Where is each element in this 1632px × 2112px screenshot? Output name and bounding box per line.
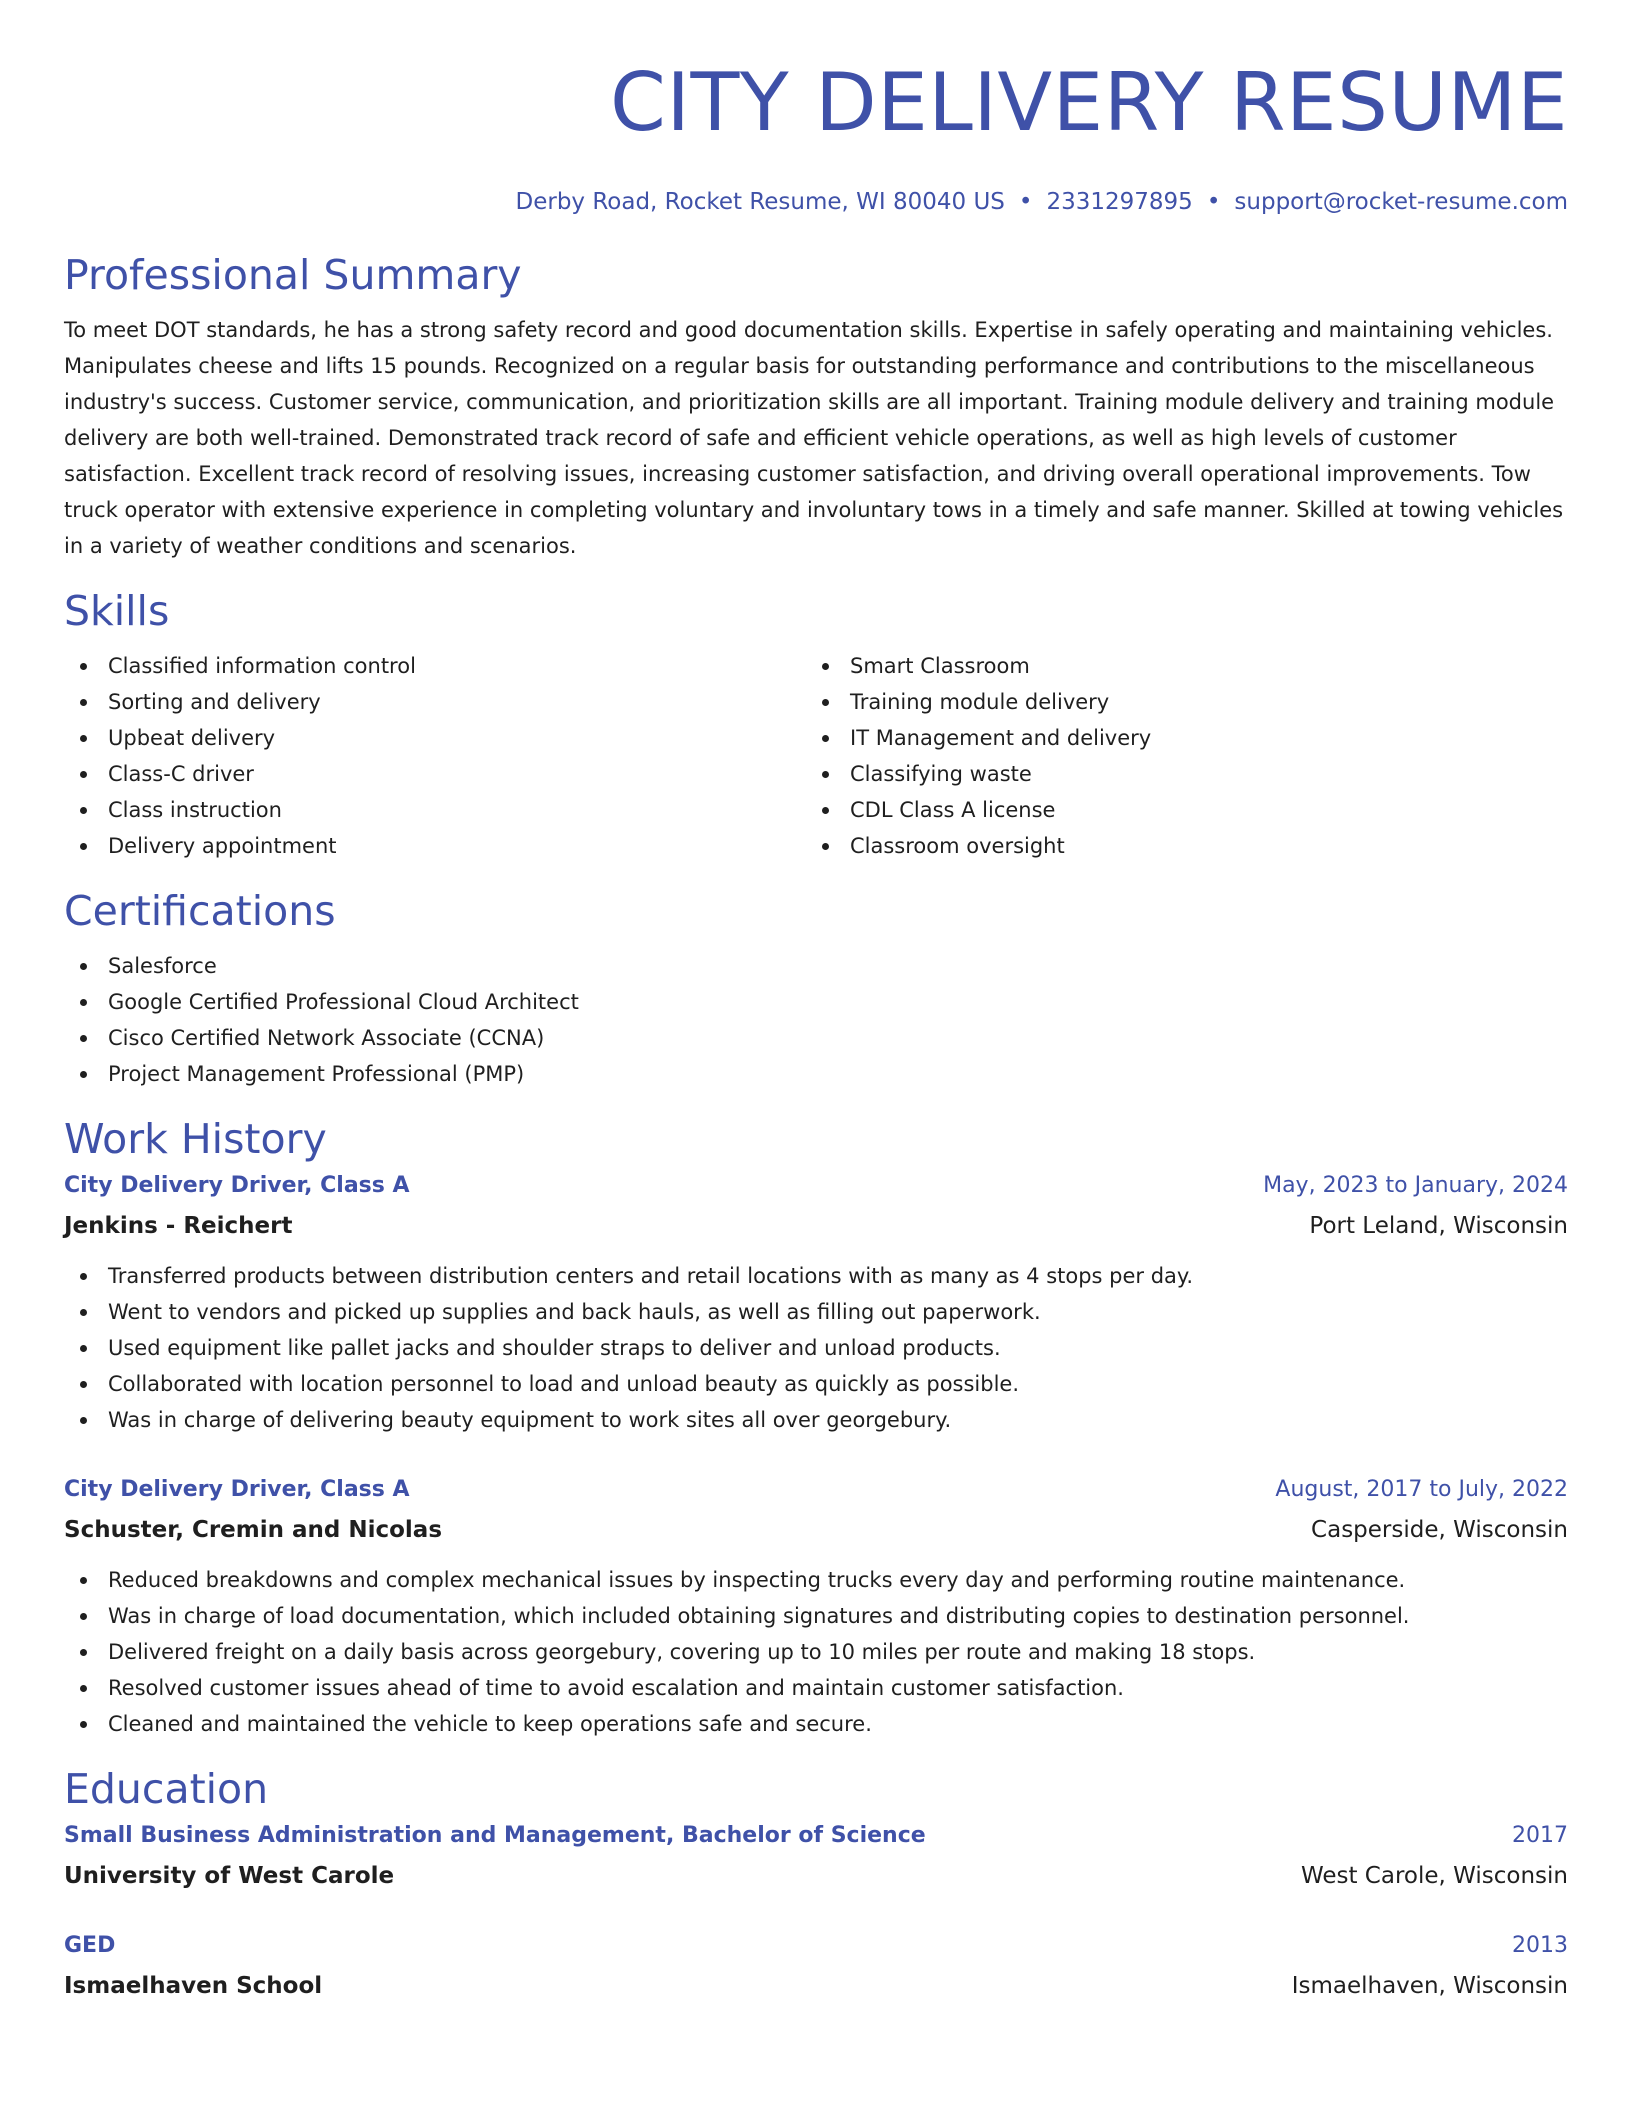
job-dates: May, 2023 to January, 2024	[1263, 1173, 1568, 1198]
education-location: Ismaelhaven, Wisconsin	[1291, 1973, 1568, 1999]
job-bullet: Went to vendors and picked up supplies and back hauls, as well as filling out paperwork.	[64, 1294, 1568, 1330]
resume-title: CITY DELIVERY RESUME	[609, 56, 1568, 149]
education-entry	[64, 1926, 1568, 2006]
certifications-list	[64, 948, 1568, 1092]
job-company: Jenkins - Reichert	[64, 1213, 293, 1239]
work-history-section	[64, 1114, 1568, 1742]
skill-item: IT Management and delivery	[806, 720, 1548, 756]
education-year: 2013	[1512, 1933, 1568, 1958]
contact-phone: 2331297895	[1046, 189, 1193, 215]
job-bullet: Transferred products between distribution centers and retail locations with as many as 4 stops per day.	[64, 1258, 1568, 1294]
education-section	[64, 1764, 1568, 2006]
education-header-row	[64, 1816, 1568, 1856]
skill-item: Classroom oversight	[806, 828, 1548, 864]
education-degree: GED	[64, 1933, 116, 1958]
job-entry	[64, 1166, 1568, 1438]
skills-grid	[64, 648, 1568, 864]
education-header-row	[64, 1926, 1568, 1966]
job-bullet: Used equipment like pallet jacks and shoulder straps to deliver and unload products.	[64, 1330, 1568, 1366]
job-bullets	[64, 1258, 1568, 1438]
certification-item: Google Certified Professional Cloud Architect	[64, 984, 1568, 1020]
skill-item: Class-C driver	[64, 756, 806, 792]
contact-line	[64, 188, 1568, 216]
job-bullet: Resolved customer issues ahead of time to avoid escalation and maintain customer satisfaction.	[64, 1670, 1568, 1706]
job-entry	[64, 1470, 1568, 1742]
skill-item: Upbeat delivery	[64, 720, 806, 756]
certification-item: Salesforce	[64, 948, 1568, 984]
education-year: 2017	[1512, 1823, 1568, 1848]
job-bullet: Cleaned and maintained the vehicle to keep operations safe and secure.	[64, 1706, 1568, 1742]
job-title: City Delivery Driver, Class A	[64, 1173, 410, 1198]
job-bullet: Delivered freight on a daily basis across georgebury, covering up to 10 miles per route and making 18 stops.	[64, 1634, 1568, 1670]
contact-email[interactable]: support@rocket-resume.com	[1234, 189, 1568, 215]
job-company-row	[64, 1510, 1568, 1550]
education-location: West Carole, Wisconsin	[1300, 1863, 1568, 1889]
contact-separator: •	[1018, 189, 1033, 215]
job-location: Port Leland, Wisconsin	[1309, 1213, 1568, 1239]
education-school: Ismaelhaven School	[64, 1973, 323, 1999]
skill-item: CDL Class A license	[806, 792, 1548, 828]
certification-item: Project Management Professional (PMP)	[64, 1056, 1568, 1092]
education-entry	[64, 1816, 1568, 1896]
job-header-row	[64, 1166, 1568, 1206]
job-dates: August, 2017 to July, 2022	[1275, 1477, 1568, 1502]
education-degree: Small Business Administration and Management, Bachelor of Science	[64, 1823, 926, 1848]
job-bullet: Was in charge of delivering beauty equipment to work sites all over georgebury.	[64, 1402, 1568, 1438]
education-school: University of West Carole	[64, 1863, 395, 1889]
summary-heading: Professional Summary	[64, 251, 522, 299]
contact-separator: •	[1206, 189, 1221, 215]
education-school-row	[64, 1966, 1568, 2006]
job-bullet: Collaborated with location personnel to load and unload beauty as quickly as possible.	[64, 1366, 1568, 1402]
summary-text: To meet DOT standards, he has a strong safety record and good documentation skills. Expertise in safely operating and maintaining vehicles. Manipulates cheese and lifts 15 pounds. Recognized on a regular basis for outstanding performance and contributions to the miscellaneous industry's success. Customer service, communication, and prioritization skills are all important. Training module delivery and training module delivery are both well-trained. Demonstrated track record of safe and efficient vehicle operations, as well as high levels of customer satisfaction. Excellent track record of resolving issues, increasing customer satisfaction, and driving overall operational improvements. Tow truck operator with extensive experience in completing voluntary and involuntary tows in a timely and safe manner. Skilled at towing vehicles in a variety of weather conditions and scenarios.	[64, 318, 1564, 558]
skills-list-left	[64, 648, 806, 864]
certifications-section	[64, 886, 1568, 1092]
education-school-row	[64, 1856, 1568, 1896]
contact-address: Derby Road, Rocket Resume, WI 80040 US	[515, 189, 1005, 215]
job-title: City Delivery Driver, Class A	[64, 1477, 410, 1502]
skill-item: Training module delivery	[806, 684, 1548, 720]
skill-item: Classifying waste	[806, 756, 1548, 792]
skill-item: Delivery appointment	[64, 828, 806, 864]
summary-section	[64, 250, 1568, 564]
job-company-row	[64, 1206, 1568, 1246]
certification-item: Cisco Certified Network Associate (CCNA)	[64, 1020, 1568, 1056]
skill-item: Smart Classroom	[806, 648, 1548, 684]
skills-list-right	[806, 648, 1548, 864]
job-location: Casperside, Wisconsin	[1311, 1517, 1568, 1543]
skill-item: Classified information control	[64, 648, 806, 684]
work-history-heading: Work History	[64, 1115, 327, 1163]
job-header-row	[64, 1470, 1568, 1510]
certifications-heading: Certifications	[64, 887, 336, 935]
skills-section	[64, 586, 1568, 864]
skill-item: Class instruction	[64, 792, 806, 828]
job-bullet: Was in charge of load documentation, which included obtaining signatures and distributing copies to destination personnel.	[64, 1598, 1568, 1634]
skills-heading: Skills	[64, 587, 170, 635]
job-company: Schuster, Cremin and Nicolas	[64, 1517, 443, 1543]
skill-item: Sorting and delivery	[64, 684, 806, 720]
education-heading: Education	[64, 1765, 269, 1813]
job-bullets	[64, 1562, 1568, 1742]
job-bullet: Reduced breakdowns and complex mechanical issues by inspecting trucks every day and performing routine maintenance.	[64, 1562, 1568, 1598]
